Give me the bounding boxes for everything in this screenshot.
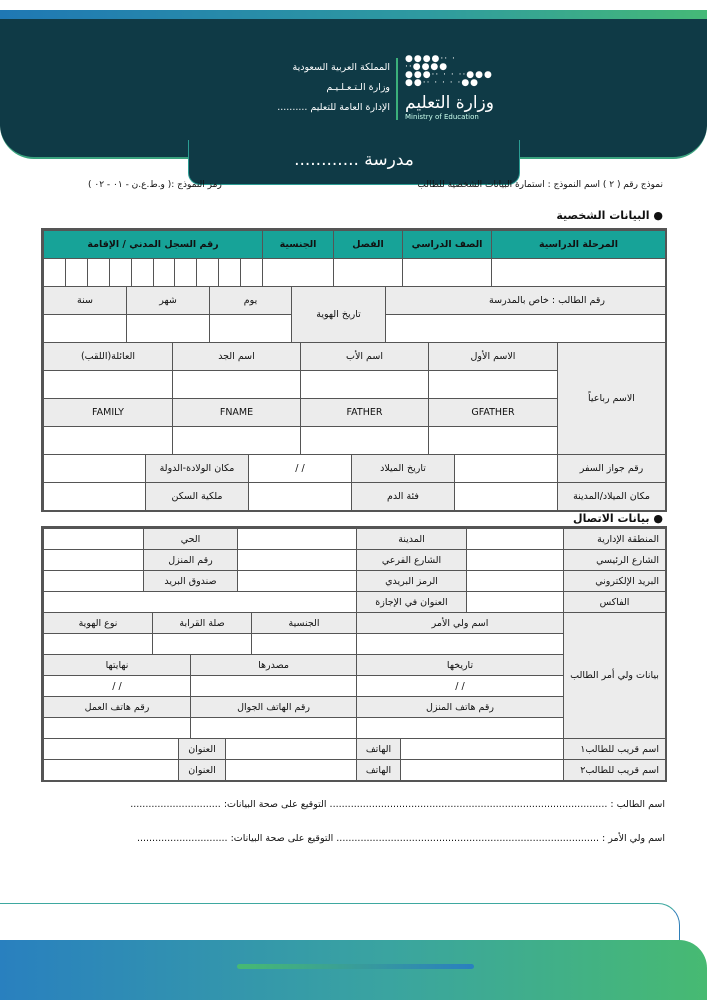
header-grade: الصف الدراسي <box>403 231 492 259</box>
expiry-label: نهايتها <box>44 655 191 676</box>
year-field[interactable] <box>44 315 127 343</box>
student-no-label: رقم الطالب : خاص بالمدرسة <box>386 287 666 315</box>
expiry-field[interactable]: / / <box>44 676 191 697</box>
personal-table-names <box>43 342 666 455</box>
city-label: المدينة <box>357 529 467 550</box>
house-no-label: رقم المنزل <box>144 550 238 571</box>
fax-field[interactable] <box>467 592 564 613</box>
family-en-label: FAMILY <box>44 399 173 427</box>
relative2-phone-field[interactable] <box>226 760 357 781</box>
directorate-name: الإدارة العامة للتعليم .......... <box>277 102 390 113</box>
blood-label: فئة الدم <box>352 483 455 511</box>
work-phone-field[interactable] <box>44 718 191 739</box>
po-box-label: صندوق البريد <box>144 571 238 592</box>
personal-table-d <box>43 454 666 511</box>
family-name-field[interactable] <box>44 371 173 399</box>
region-field[interactable] <box>467 529 564 550</box>
birth-country-field[interactable] <box>44 455 146 483</box>
passport-field[interactable] <box>455 455 558 483</box>
header-civil-id: رقم السجل المدني / الإقامة <box>44 231 263 259</box>
grade-field[interactable] <box>403 259 492 287</box>
logo-text-en: Ministry of Education <box>405 113 479 121</box>
birth-city-field[interactable] <box>455 483 558 511</box>
family-en-field[interactable] <box>44 427 173 455</box>
father-name-label: اسم الأب <box>301 343 429 371</box>
source-label: مصدرها <box>191 655 357 676</box>
id-digit[interactable] <box>87 259 109 287</box>
guardian-name-field[interactable] <box>357 634 564 655</box>
kingdom-name: المملكة العربية السعودية <box>292 62 390 73</box>
father-en-label: FATHER <box>301 399 429 427</box>
guardian-signature-line[interactable]: اسم ولي الأمر : ....................................................................................... التوقيع على صحة البيانات: .............................. <box>136 833 665 844</box>
main-street-field[interactable] <box>467 550 564 571</box>
id-digit[interactable] <box>153 259 175 287</box>
school-name-box: مدرسة ............ <box>188 140 520 185</box>
fname-en-field[interactable] <box>173 427 301 455</box>
full-name-label: الاسم رباعياً <box>558 343 666 455</box>
home-phone-field[interactable] <box>357 718 564 739</box>
grand-name-field[interactable] <box>173 371 301 399</box>
class-field[interactable] <box>334 259 403 287</box>
id-digit[interactable] <box>109 259 131 287</box>
fname-en-label: FNAME <box>173 399 301 427</box>
ministry-name: وزارة الـتـعـلـيـم <box>326 82 390 93</box>
relative1-field[interactable] <box>401 739 564 760</box>
email-label: البريد الإلكتروني <box>564 571 666 592</box>
relative2-address-field[interactable] <box>44 760 179 781</box>
ministry-block <box>240 58 390 118</box>
postal-label: الرمز البريدي <box>357 571 467 592</box>
first-name-field[interactable] <box>429 371 558 399</box>
id-digit[interactable] <box>219 259 241 287</box>
house-no-field[interactable] <box>44 550 144 571</box>
section-title: البيانات الشخصية <box>556 209 650 222</box>
id-digit[interactable] <box>65 259 87 287</box>
personal-table-a <box>43 230 666 287</box>
birth-date-label: تاريخ الميلاد <box>352 455 455 483</box>
section-title: بيانات الاتصال <box>573 512 650 525</box>
relative1-phone-field[interactable] <box>226 739 357 760</box>
relation-field[interactable] <box>153 634 252 655</box>
id-digit[interactable] <box>44 259 66 287</box>
header-stage: المرحلة الدراسية <box>492 231 666 259</box>
footer-band <box>0 940 707 1000</box>
grand-name-label: اسم الجد <box>173 343 301 371</box>
sub-street-field[interactable] <box>238 550 357 571</box>
footer-bar <box>237 964 474 969</box>
year-label: سنة <box>44 287 127 315</box>
id-digit[interactable] <box>241 259 263 287</box>
id-type-label: نوع الهوية <box>44 613 153 634</box>
relative2-address-label: العنوان <box>179 760 226 781</box>
father-name-field[interactable] <box>301 371 429 399</box>
gfather-en-label: GFATHER <box>429 399 558 427</box>
header-class: الفصل <box>334 231 403 259</box>
birth-country-label: مكان الولادة-الدولة <box>146 455 249 483</box>
ministry-logo <box>405 55 500 125</box>
passport-label: رقم جواز السفر <box>558 455 666 483</box>
header-nationality: الجنسية <box>263 231 334 259</box>
contact-table-guardian <box>43 612 666 739</box>
relative2-phone-label: الهاتف <box>357 760 401 781</box>
work-phone-label: رقم هاتف العمل <box>44 697 191 718</box>
id-type-field[interactable] <box>44 634 153 655</box>
first-name-label: الاسم الأول <box>429 343 558 371</box>
district-label: الحي <box>144 529 238 550</box>
father-en-field[interactable] <box>301 427 429 455</box>
sub-street-label: الشارع الفرعي <box>357 550 467 571</box>
day-field[interactable] <box>210 315 292 343</box>
relation-label: صلة القرابة <box>153 613 252 634</box>
month-field[interactable] <box>127 315 210 343</box>
relative2-field[interactable] <box>401 760 564 781</box>
district-field[interactable] <box>44 529 144 550</box>
issue-date-label: تاريخها <box>357 655 564 676</box>
footer-line <box>0 903 680 943</box>
form-code: رمز النموذج :( و.ط.ع.ن - ٠١ - ٠٢ ) <box>88 180 222 190</box>
id-digit[interactable] <box>197 259 219 287</box>
id-date-label: تاريخ الهوية <box>292 287 386 343</box>
contact-table-address <box>43 528 666 613</box>
gfather-en-field[interactable] <box>429 427 558 455</box>
relative1-address-label: العنوان <box>179 739 226 760</box>
vacation-address-label: العنوان في الإجازة <box>357 592 467 613</box>
personal-table-b <box>43 286 666 343</box>
home-phone-label: رقم هاتف المنزل <box>357 697 564 718</box>
mobile-label: رقم الهاتف الجوال <box>191 697 357 718</box>
section-contact-title: ● بيانات الاتصال <box>573 512 663 525</box>
po-box-field[interactable] <box>44 571 144 592</box>
vacation-address-field[interactable] <box>44 592 357 613</box>
region-label: المنطقة الإدارية <box>564 529 666 550</box>
family-name-label: العائلة(اللقب) <box>44 343 173 371</box>
id-digit[interactable] <box>175 259 197 287</box>
student-signature-line[interactable]: اسم الطالب : ............................................................................................ التوقيع على صحة البيانات: .............................. <box>130 799 665 810</box>
logo-dots-icon: ●●●●·· · ··●●●● ●●●·· · · ··●●● ●●·· · · · ·●● <box>405 54 493 88</box>
blood-field[interactable] <box>249 483 352 511</box>
birth-city-label: مكان الميلاد/المدينة <box>558 483 666 511</box>
contact-table-relatives <box>43 738 666 781</box>
fax-label: الفاكس <box>564 592 666 613</box>
birth-date-field[interactable]: / / <box>249 455 352 483</box>
housing-label: ملكية السكن <box>146 483 249 511</box>
guardian-nationality-field[interactable] <box>252 634 357 655</box>
guardian-block-label: بيانات ولي أمر الطالب <box>564 613 666 739</box>
stage-field[interactable] <box>492 259 666 287</box>
postal-field[interactable] <box>238 571 357 592</box>
city-field[interactable] <box>238 529 357 550</box>
issue-date-field[interactable]: / / <box>357 676 564 697</box>
logo-divider <box>396 58 398 120</box>
email-field[interactable] <box>467 571 564 592</box>
relative1-phone-label: الهاتف <box>357 739 401 760</box>
relative1-address-field[interactable] <box>44 739 179 760</box>
source-field[interactable] <box>191 676 357 697</box>
day-label: يوم <box>210 287 292 315</box>
guardian-nationality-label: الجنسية <box>252 613 357 634</box>
section-personal-title: ● البيانات الشخصية <box>556 209 663 222</box>
logo-text-ar: وزارة التعليم <box>405 93 494 113</box>
nationality-field[interactable] <box>263 259 334 287</box>
relative1-label: اسم قريب للطالب١ <box>564 739 666 760</box>
mobile-field[interactable] <box>191 718 357 739</box>
guardian-name-label: اسم ولي الأمر <box>357 613 564 634</box>
id-digit[interactable] <box>131 259 153 287</box>
form-name: نموذج رقم ( ٢ ) اسم النموذج : استمارة البيانات الشخصية للطالب <box>417 180 663 190</box>
relative2-label: اسم قريب للطالب٢ <box>564 760 666 781</box>
housing-field[interactable] <box>44 483 146 511</box>
month-label: شهر <box>127 287 210 315</box>
main-street-label: الشارع الرئيسي <box>564 550 666 571</box>
student-no-field[interactable] <box>386 315 666 343</box>
